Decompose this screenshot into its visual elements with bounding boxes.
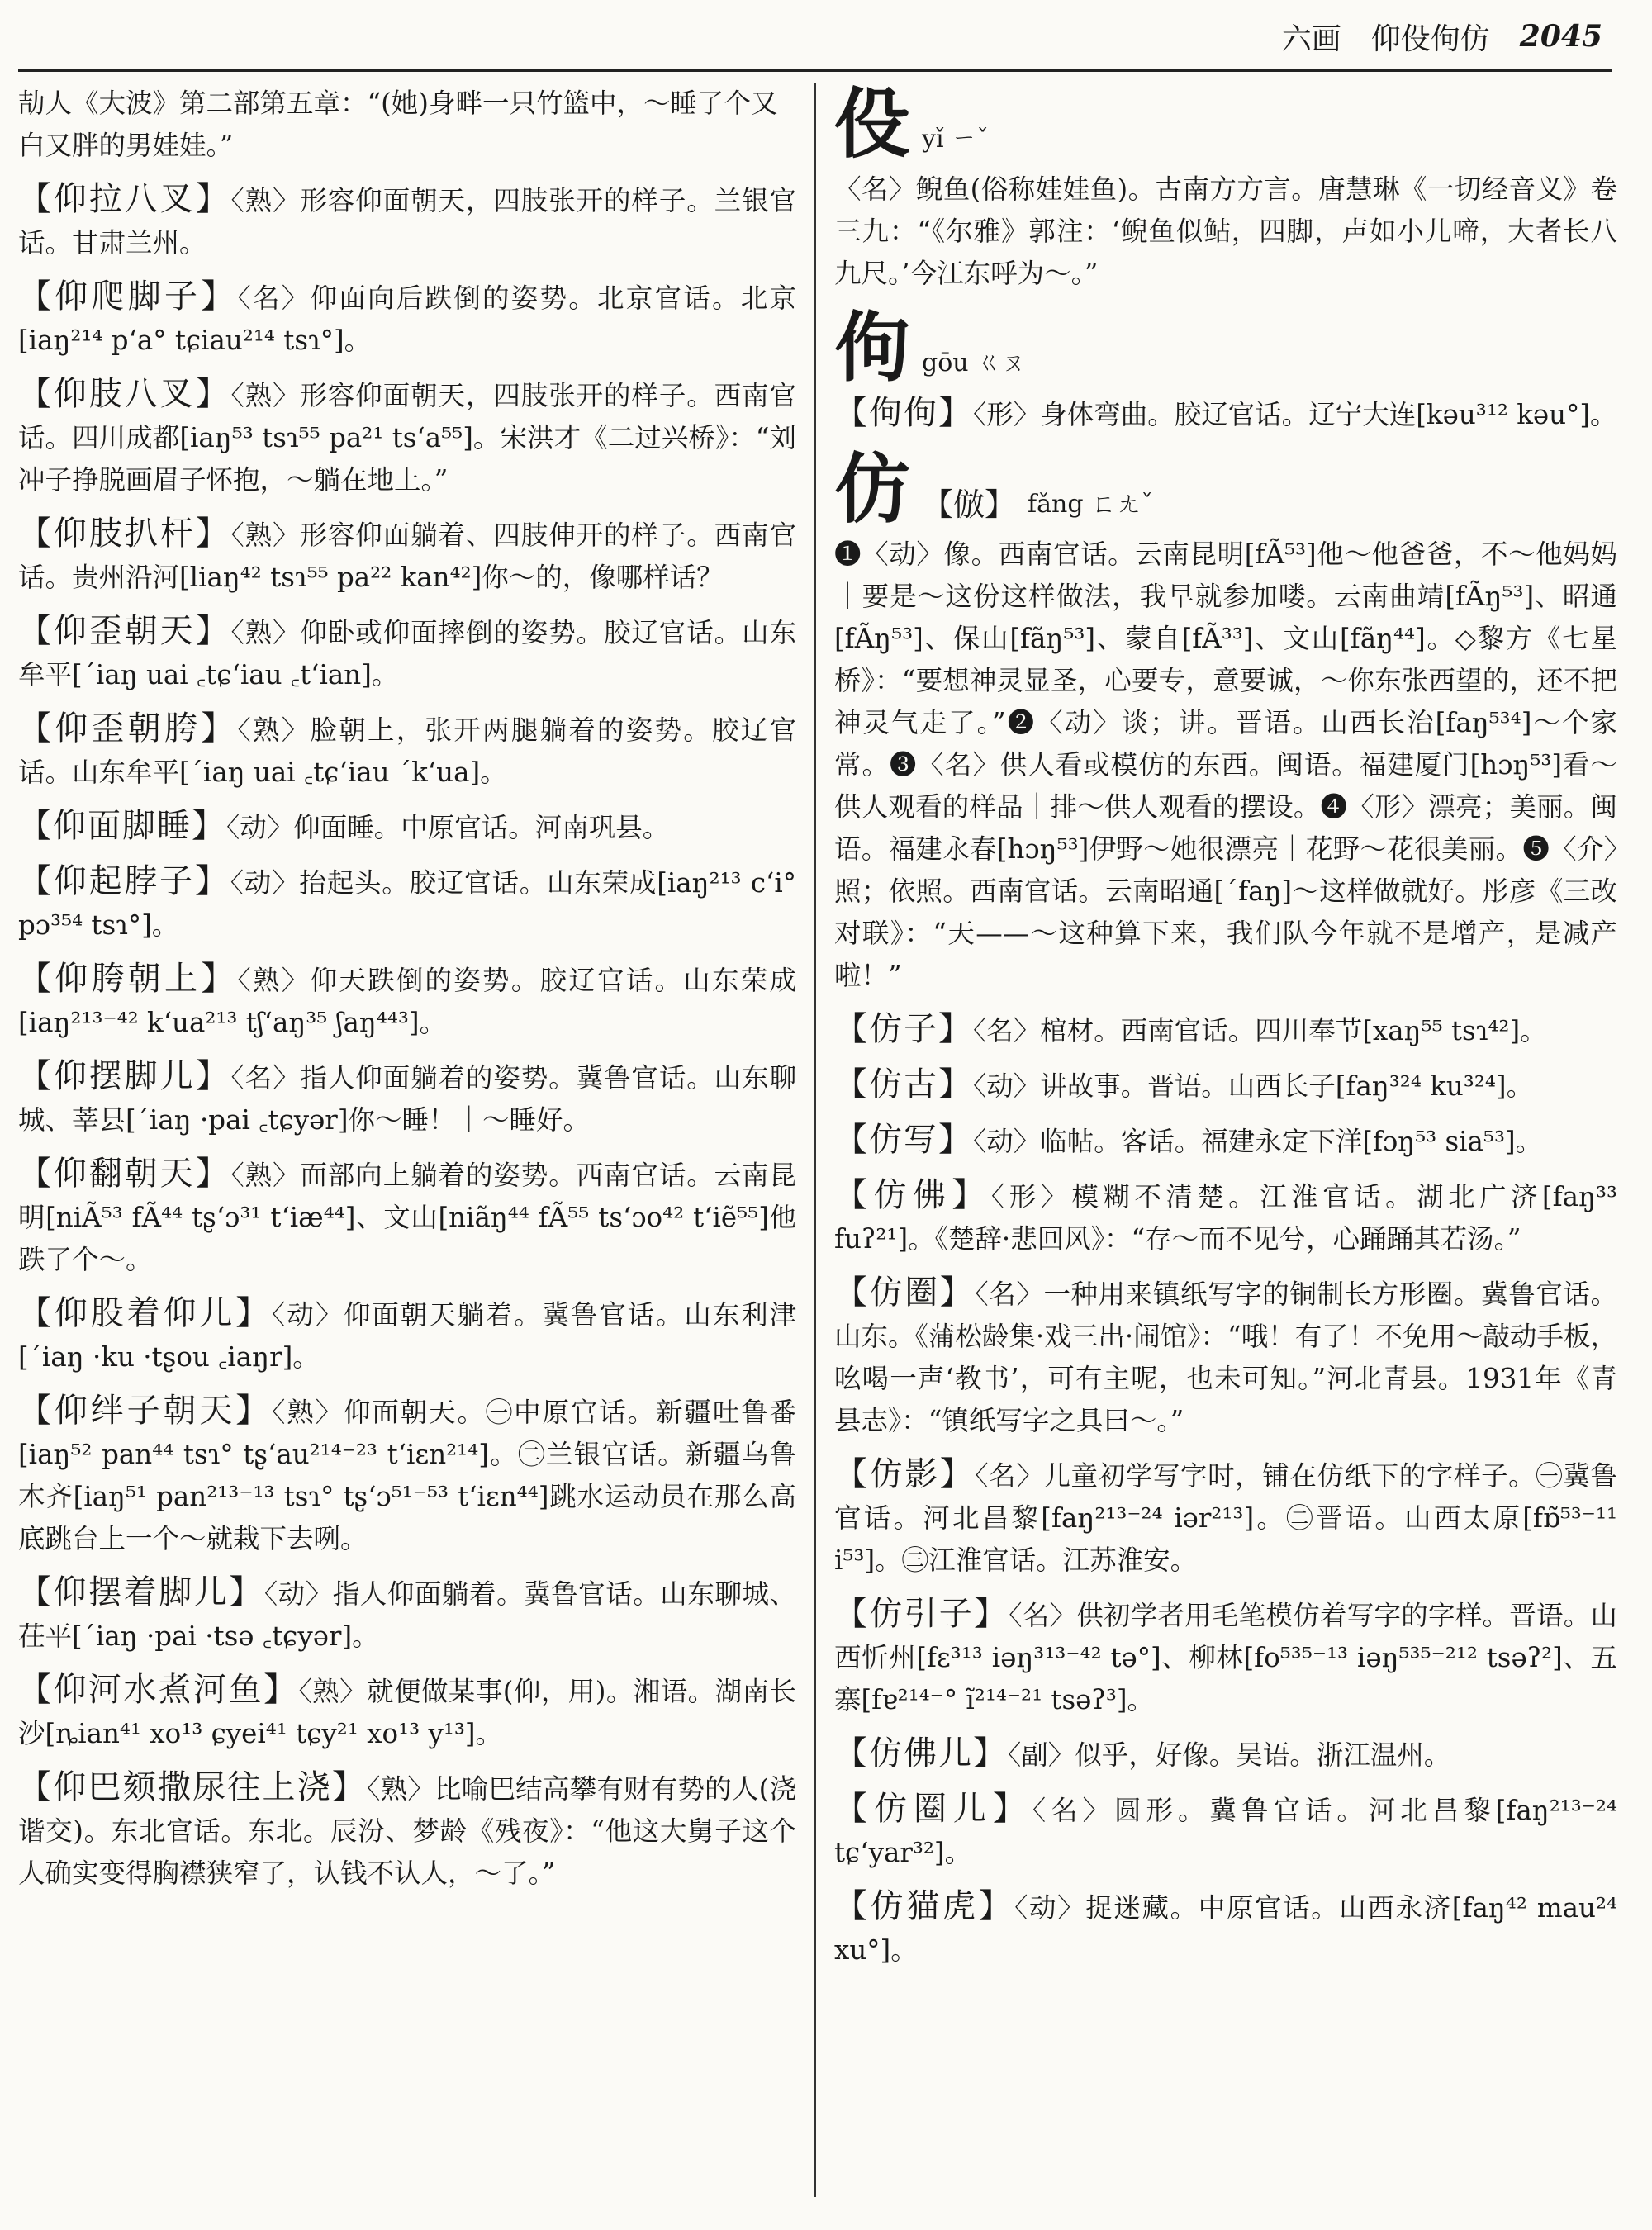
dictionary-entry <box>18 513 796 599</box>
right-column <box>834 83 1617 2213</box>
entry-headword: 【仿圈】 <box>834 1274 976 1312</box>
entry-headword: 【仰股着仰儿】 <box>18 1294 273 1332</box>
entry-definition: 〈熟〉仰天跌倒的姿势。胶辽官话。山东荣成[iaŋ²¹³⁻⁴² k‘ua²¹³ tʃ‘aŋ³⁵ ʃaŋ⁴⁴³]。 <box>18 965 796 1038</box>
entry-headword: 【仿影】 <box>834 1455 976 1493</box>
header-rule <box>18 69 1612 72</box>
entry-headword: 【仰摆着脚儿】 <box>18 1573 264 1611</box>
head-character-yi: 伇 <box>834 83 911 168</box>
entry-headword: 【仿圈儿】 <box>834 1790 1032 1828</box>
gou-entry-list <box>834 392 1617 436</box>
dictionary-entry <box>18 373 796 501</box>
entry-definition: 〈副〉似乎，好像。吴语。浙江温州。 <box>1008 1739 1451 1771</box>
continuation-text: 劼人《大波》第二部第五章：“(她)身畔一只竹篮中，～睡了个又白又胖的男娃娃。” <box>18 88 778 161</box>
char-definition-yi: 〈名〉鲵鱼(俗称娃娃鱼)。古南方方言。唐慧琳《一切经音义》卷三九：“《尔雅》郭注：‘鲵鱼似鲇，四脚，声如小儿啼，大者长八九尺。’今江东呼为～。” <box>834 173 1617 289</box>
entry-definition: 〈熟〉就便做某事(仰，用)。湘语。湖南长沙[ȵian⁴¹ xo¹³ ɕyei⁴¹ tɕy²¹ xo¹³ y¹³]。 <box>18 1676 796 1749</box>
dictionary-entry <box>834 1593 1617 1721</box>
entry-headword: 【仰歪朝胯】 <box>18 709 238 747</box>
dictionary-entry <box>834 1272 1617 1442</box>
pinyin-gou: gōu ㄍㄡ <box>922 349 1027 377</box>
page-header <box>1282 12 1602 61</box>
entry-definition: 〈动〉抬起头。胶辽官话。山东荣成[iaŋ²¹³ c‘i° pɔ³⁵⁴ tsɿ°]。 <box>18 867 796 941</box>
page-number: 2045 <box>1519 19 1602 54</box>
dictionary-entry <box>18 1390 796 1560</box>
dictionary-entry <box>18 1293 796 1378</box>
entry-headword: 【仰爬脚子】 <box>18 278 238 316</box>
entry-headword: 【仿引子】 <box>834 1595 1009 1633</box>
entry-headword: 【仰摆脚儿】 <box>18 1057 231 1095</box>
dictionary-entry <box>834 1119 1617 1163</box>
entry-headword: 【仰肢八叉】 <box>18 375 231 413</box>
entry-definition: 〈熟〉形容仰面躺着、四肢伸开的样子。西南官话。贵州沿河[liaŋ⁴² tsɿ⁵⁵ pa²² kan⁴²]你～的，像哪样话？ <box>18 520 796 593</box>
dictionary-entry <box>18 708 796 794</box>
entry-headword: 【仰河水煮河鱼】 <box>18 1671 299 1709</box>
entry-headword: 【仿猫虎】 <box>834 1887 1015 1925</box>
entry-definition: 〈熟〉仰面朝天。㊀中原官话。新疆吐鲁番[iaŋ⁵² pan⁴⁴ tsɿ° tʂ‘au²¹⁴⁻²³ t‘iɛn²¹⁴]。㊁兰银官话。新疆乌鲁木齐[iaŋ⁵¹ pan²¹³⁻¹³ tsɿ° tʂ‘ɔ⁵¹⁻⁵³ t‘iɛn⁴⁴]跳水运动员在那么高底跳台上一个～就栽下去咧。 <box>18 1397 796 1554</box>
entry-definition: 〈名〉儿童初学写字时，铺在仿纸下的字样子。㊀冀鲁官话。河北昌黎[faŋ²¹³⁻²⁴ iər²¹³]。㊁晋语。山西太原[fɒ̃⁵³⁻¹¹ i⁵³]。㊂江淮官话。江苏淮安。 <box>834 1460 1617 1576</box>
dictionary-entry <box>834 1886 1617 1971</box>
entry-definition: 〈动〉讲故事。晋语。山西长子[faŋ³²⁴ ku³²⁴]。 <box>973 1070 1534 1102</box>
header-characters: 仰伇佝仿 <box>1370 21 1490 56</box>
dictionary-entry <box>834 1733 1617 1777</box>
char-head-yi <box>834 83 1617 168</box>
dictionary-entry <box>18 610 796 696</box>
char-head-gou <box>834 303 1617 392</box>
pinyin-fang: fǎng ㄈㄤˇ <box>1028 490 1154 519</box>
entry-definition: 〈名〉指人仰面躺着的姿势。冀鲁官话。山东聊城、莘县[ˊiaŋ ·pai ꜀tɕyər]你～睡！｜～睡好。 <box>18 1062 796 1136</box>
entry-headword: 【仰拉八叉】 <box>18 180 231 218</box>
dictionary-entry <box>18 1572 796 1658</box>
left-entry-list <box>18 178 796 1895</box>
pinyin-yi: yǐ ㄧˇ <box>922 125 990 154</box>
dictionary-entry <box>18 861 796 947</box>
entry-definition: 〈熟〉比喻巴结高攀有财有势的人(浇谐交)。东北官话。东北。辰汾、梦龄《残夜》：“他这大舅子这个人确实变得胸襟狭窄了，认钱不认人，～了。” <box>18 1773 796 1889</box>
char-head-fang <box>834 444 1617 534</box>
entry-headword: 【仿佛】 <box>834 1176 991 1214</box>
entry-definition: 〈名〉仰面向后跌倒的姿势。北京官话。北京[iaŋ²¹⁴ p‘a° tɕiau²¹⁴ tsɿ°]。 <box>18 282 796 356</box>
entry-definition: 〈熟〉形容仰面朝天，四肢张开的样子。西南官话。四川成都[iaŋ⁵³ tsɿ⁵⁵ pa²¹ ts‘a⁵⁵]。宋洪才《二过兴桥》：“刘冲子挣脱画眉子怀抱，～躺在地上。” <box>18 380 796 496</box>
entry-headword: 【仰面脚睡】 <box>18 807 226 845</box>
dictionary-entry <box>18 805 796 849</box>
entry-definition: 〈熟〉脸朝上，张开两腿躺着的姿势。胶辽官话。山东牟平[ˊiaŋ uai ꜀tɕ‘iau ˊk‘ua]。 <box>18 714 796 788</box>
entry-definition: 〈熟〉形容仰面朝天，四肢张开的样子。兰银官话。甘肃兰州。 <box>18 185 796 259</box>
entry-headword: 【仰翻朝天】 <box>18 1155 231 1193</box>
entry-definition: 〈名〉圆形。冀鲁官话。河北昌黎[faŋ²¹³⁻²⁴ tɕ‘yar³²]。 <box>834 1795 1617 1868</box>
dictionary-entry <box>18 958 796 1044</box>
dictionary-entry <box>834 392 1617 436</box>
entry-headword: 【仰胯朝上】 <box>18 960 238 998</box>
head-character-gou: 佝 <box>834 303 911 392</box>
entry-headword: 【仰起脖子】 <box>18 862 230 900</box>
char-block-gou <box>834 303 1617 436</box>
entry-definition: 〈形〉身体弯曲。胶辽官话。辽宁大连[kəu³¹² kəu°]。 <box>973 399 1617 430</box>
entry-definition: 〈动〉仰面朝天躺着。冀鲁官话。山东利津[ˊiaŋ ·ku ·tʂou ꜀iaŋr]。 <box>18 1299 796 1373</box>
left-column <box>18 83 796 2213</box>
entry-definition: 〈动〉捉迷藏。中原官话。山西永济[faŋ⁴² mau²⁴ xu°]。 <box>834 1892 1617 1966</box>
entry-definition: 〈动〉仰面睡。中原官话。河南巩县。 <box>226 812 670 843</box>
dictionary-entry <box>18 1669 796 1755</box>
dictionary-entry <box>18 1767 796 1895</box>
entry-definition: 〈形〉模糊不清楚。江淮官话。湖北广济[faŋ³³ fuʔ²¹]。《楚辞·悲回风》：“存～而不见兮，心踊踊其若汤。” <box>834 1181 1617 1255</box>
dictionary-entry <box>18 178 796 264</box>
entry-headword: 【仿佛儿】 <box>834 1734 1008 1772</box>
dictionary-entry <box>834 1788 1617 1874</box>
dictionary-entry <box>834 1174 1617 1260</box>
entry-headword: 【仰巴颏撒尿往上浇】 <box>18 1768 368 1806</box>
fang-entry-list <box>834 1008 1617 1971</box>
dictionary-entry <box>834 1008 1617 1052</box>
char-definition-fang: ❶〈动〉像。西南官话。云南昆明[fÃ⁵³]他～他爸爸，不～他妈妈｜要是～这份这样做法，我早就参加喽。云南曲靖[fÃŋ⁵³]、昭通[fÃŋ⁵³]、保山[fãŋ⁵³]、蒙自[fÃ³³]、文山[fãŋ⁴⁴]。◇黎方《七星桥》：“要想神灵显圣，心要专，意要诚，～你东张西望的，还不把神灵气走了。”❷〈动〉谈；讲。晋语。山西长治[faŋ⁵³⁴]～个家常。❸〈名〉供人看或模仿的东西。闽语。福建厦门[hɔŋ⁵³]看～供人观看的样品｜排～供人观看的摆设。❹〈形〉漂亮；美丽。闽语。福建永春[hɔŋ⁵³]伊野～她很漂亮｜花野～花很美丽。❺〈介〉照；依照。西南官话。云南昭通[ˊfaŋ]～这样做就好。彤彦《三改对联》：“天——～这种算下来，我们队今年就不是增产，是减产啦！” <box>834 539 1617 991</box>
entry-definition: 〈熟〉仰卧或仰面摔倒的姿势。胶辽官话。山东牟平[ˊiaŋ uai ꜀tɕ‘iau ꜀t‘ian]。 <box>18 617 796 690</box>
entry-headword: 【仿写】 <box>834 1121 973 1159</box>
entry-headword: 【佝佝】 <box>834 394 973 432</box>
entry-headword: 【仿古】 <box>834 1065 973 1103</box>
dictionary-entry <box>834 1454 1617 1582</box>
head-character-fang: 仿 <box>834 444 911 534</box>
dictionary-entry <box>834 1064 1617 1108</box>
entry-definition: 〈动〉指人仰面躺着。冀鲁官话。山东聊城、茌平[ˊiaŋ ·pai ·tsə ꜀tɕyər]。 <box>18 1578 796 1652</box>
variant-character-fang: 【倣】 <box>922 486 1017 523</box>
dictionary-entry <box>18 276 796 362</box>
entry-definition: 〈名〉棺材。西南官话。四川奉节[xaŋ⁵⁵ tsɿ⁴²]。 <box>973 1015 1547 1046</box>
entry-definition: 〈动〉临帖。客话。福建永定下洋[fɔŋ⁵³ sia⁵³]。 <box>973 1126 1543 1157</box>
dictionary-entry <box>18 1153 796 1281</box>
dictionary-entry <box>18 1056 796 1141</box>
char-block-yi <box>834 83 1617 295</box>
entry-headword: 【仰歪朝天】 <box>18 612 231 650</box>
entry-definition: 〈名〉一种用来镇纸写字的铜制长方形圈。冀鲁官话。山东。《蒲松龄集·戏三出·闹馆》：“哦！有了！不免用～敲动手板，吆喝一声‘教书’，可有主呢，也未可知。”河北青县。1931年《青县志》：“镇纸写字之具曰～。” <box>834 1279 1617 1436</box>
header-section: 六画 <box>1281 21 1341 56</box>
entry-headword: 【仰肢扒杆】 <box>18 515 231 553</box>
char-block-fang <box>834 444 1617 1971</box>
entry-definition: 〈熟〉面部向上躺着的姿势。西南官话。云南昆明[niÃ⁵³ fÃ⁴⁴ tʂ‘ɔ³¹ t‘iæ⁴⁴]、文山[niãŋ⁴⁴ fÃ⁵⁵ ts‘ɔo⁴² t‘iẽ⁵⁵]他跌了个～。 <box>18 1160 796 1275</box>
entry-definition: 〈名〉供初学者用毛笔模仿着写字的字样。晋语。山西忻州[fɛ³¹³ iəŋ³¹³⁻⁴² tə°]、柳林[fo⁵³⁵⁻¹³ iəŋ⁵³⁵⁻²¹² tsəʔ²]、五寨[fɐ²¹⁴⁻° ĩ²¹⁴⁻²¹ tsəʔ³]。 <box>834 1600 1617 1715</box>
column-divider <box>814 83 816 2197</box>
entry-headword: 【仰绊子朝天】 <box>18 1392 273 1430</box>
entry-headword: 【仿子】 <box>834 1010 973 1048</box>
